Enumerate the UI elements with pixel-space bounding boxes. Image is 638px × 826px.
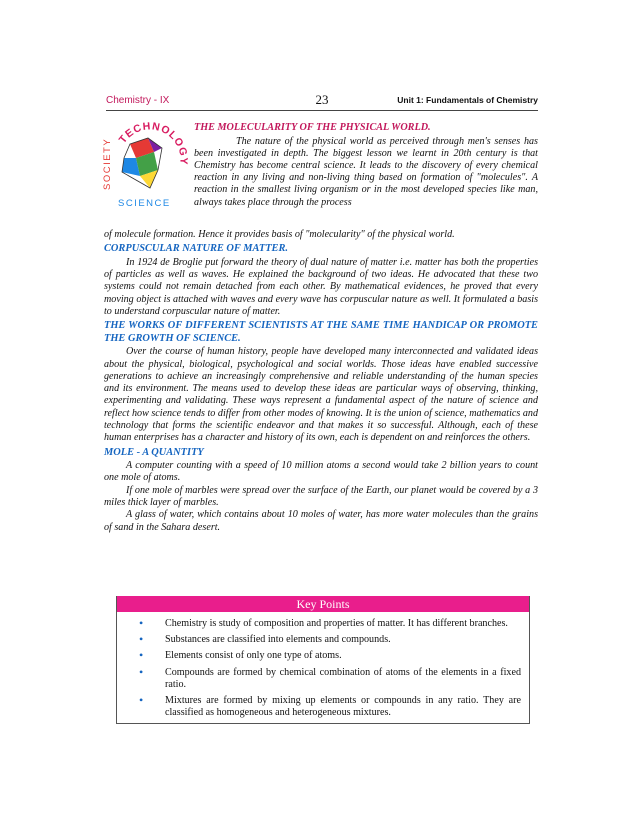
bullet-icon: • [139,664,144,679]
key-point-text: Compounds are formed by chemical combination of atoms of the elements in a fixed ratio. [165,666,521,690]
section-title-scientists: THE WORKS OF DIFFERENT SCIENTISTS AT THE SAME TIME HANDICAP OR PROMOTE THE GROWTH OF SCIENCE. [104,320,538,344]
page-header [106,92,538,111]
key-points-list [117,612,529,719]
logo-science-text: SCIENCE [118,198,171,209]
list-item [125,695,521,719]
mole-paragraph-3: A glass of water, which contains about 10 moles of water, has more water molecules than the grains of sand in the Sahara desert. [104,509,538,533]
list-item [125,664,521,691]
key-points-heading: Key Points [117,596,529,612]
intro-section [194,122,538,209]
mole-paragraph-2: If one mole of marbles were spread over the surface of the Earth, our planet would be covered by a 3 miles thick layer of marbles. [104,484,538,509]
header-unit: Unit 1: Fundamentals of Chemistry [397,95,538,105]
bullet-icon: • [139,693,144,708]
key-point-text: Chemistry is study of composition and properties of matter. It has different branches. [165,618,508,629]
bullet-icon: • [139,616,144,630]
bullet-icon: • [139,632,144,647]
section-title-mole: MOLE - A QUANTITY [104,446,204,458]
list-item [125,618,521,630]
logo-society-text: SOCIETY [102,137,113,190]
list-item [125,634,521,646]
header-subject: Chemistry - IX [106,95,170,106]
logo-technology-text: TECHNOLOGY [116,120,190,166]
sts-logo-icon [100,118,192,210]
list-item [125,650,521,662]
key-points-box [116,596,530,724]
section-title-corpuscular: CORPUSCULAR NATURE OF MATTER. [104,243,288,255]
intro-paragraph: The nature of the physical world as perceived through men's senses has been investigated in depth. The biggest lesson we learnt in 20th century is that Chemistry has become central science. It leads to the discovery of every chemical reaction in any living and non-living thing based on formation of "molecules". A reaction in the smallest living organism or in the most developed species like man, always takes place through the process [194,136,538,208]
key-point-text: Elements consist of only one type of atoms. [165,650,342,662]
key-point-text: Substances are classified into elements and compounds. [165,634,391,646]
key-point-text: Mixtures are formed by mixing up elements or compounds in any ratio. They are classified as homogeneous and heterogeneous mixtures. [165,695,521,719]
intro-title: THE MOLECULARITY OF THE PHYSICAL WORLD. [194,122,431,133]
body-text [104,229,538,534]
section-text-scientists: Over the course of human history, people have developed many interconnected and validated ideas about the physical, biological, psychological and social worlds. Those ideas have enabled successive generations to achieve an increasingly comprehensive and reliable understanding of the human species and its environment. The means used to develop these ideas are particular ways of observing, thinking, experimenting and validating. These ways represent a fundamental aspect of the nature of science and reflect how science tends to differ from other modes of knowing. It is the union of science, mathematics and technology that forms the scientific endeavor and that makes it so successful. Although, each of these human enterprises has a character and history of its own, each is dependent on and reinforces the others. [104,346,538,444]
section-text-corpuscular: In 1924 de Broglie put forward the theory of dual nature of matter i.e. matter has both the properties of particles as well as waves. He explained the background of two ideas. He advocated that these two systems could not remain detached from each other. By mathematical evidences, he proved that every moving object is attached with waves and every wave has corpuscular nature as well. It formulated a basis to understand corpuscular nature of matter. [104,256,538,317]
intro-continuation: of molecule formation. Hence it provides basis of "molecularity" of the physical world. [104,229,455,240]
bullet-icon: • [139,648,144,663]
page-number: 23 [315,92,329,107]
page [102,92,538,719]
mole-paragraph-1: A computer counting with a speed of 10 million atoms a second would take 2 billion years to count one mole of atoms. [104,460,538,484]
